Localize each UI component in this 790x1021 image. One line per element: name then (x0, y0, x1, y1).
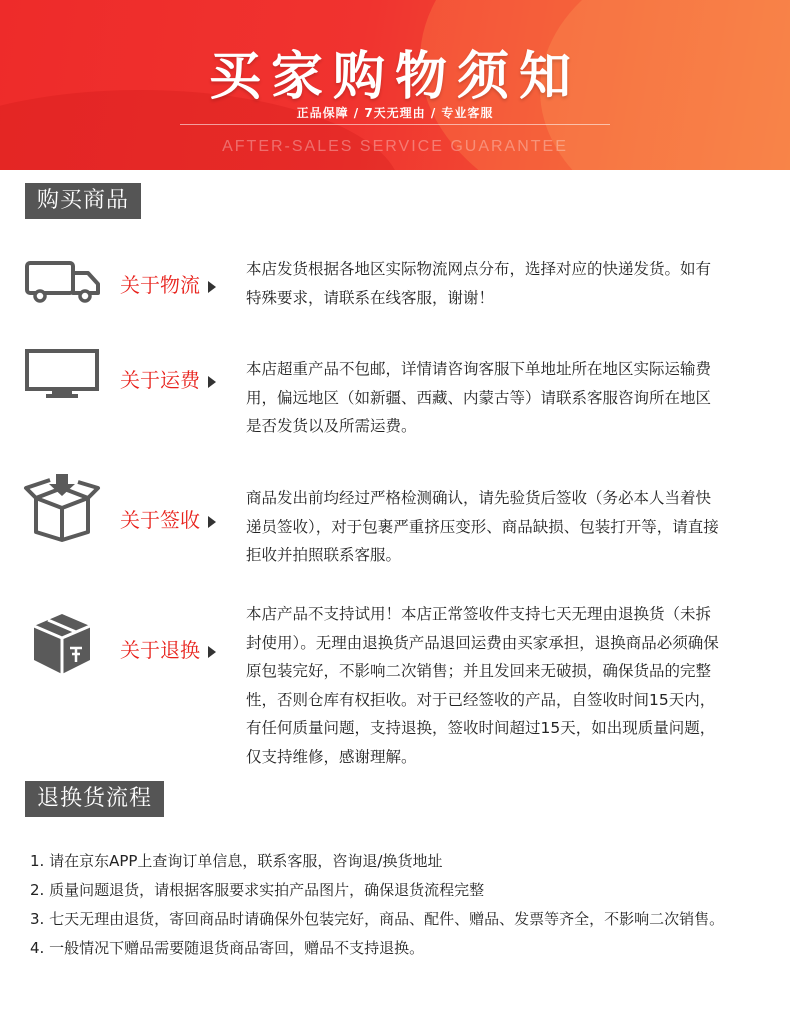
truck-icon (22, 257, 102, 327)
section-heading-purchase: 购买商品 (25, 183, 141, 219)
banner-english-text: AFTER-SALES SERVICE GUARANTEE (222, 138, 568, 155)
open-box-icon (22, 474, 102, 544)
triangle-arrow-icon (208, 376, 216, 388)
list-item: 1. 请在京东APP上查询订单信息，联系客服，咨询退/换货地址 (30, 852, 443, 870)
info-row-logistics (0, 255, 790, 325)
banner-divider (180, 124, 610, 125)
list-item: 2. 质量问题退货，请根据客服要求实拍产品图片，确保退货流程完整 (30, 881, 485, 899)
header-banner (0, 0, 790, 170)
info-row-shipping-fee (0, 355, 790, 445)
list-item: 3. 七天无理由退货，寄回商品时请确保外包装完好，商品、配件、赠品、发票等齐全，不影响二次销售。 (30, 910, 725, 928)
info-row-signing (0, 482, 790, 572)
triangle-arrow-icon (208, 516, 216, 528)
row-text-shipping-fee: 本店超重产品不包邮，详情请咨询客服下单地址所在地区实际运输费用，偏远地区（如新疆、西藏、内蒙古等）请联系客服咨询所在地区是否发货以及所需运费。 (246, 360, 712, 435)
package-icon (22, 608, 102, 678)
monitor-icon (22, 347, 102, 417)
triangle-arrow-icon (208, 646, 216, 658)
row-label-returns: 关于退换 (120, 634, 216, 663)
page-title: 买家购物须知 (208, 47, 581, 107)
triangle-arrow-icon (208, 281, 216, 293)
row-text-signing: 商品发出前均经过严格检测确认，请先验货后签收（务必本人当着快递员签收），对于包裹严重挤压变形、商品缺损、包装打开等，请直接拒收并拍照联系客服。 (246, 489, 719, 564)
banner-subtitle: 正品保障 / 7天无理由 / 专业客服 (296, 106, 494, 120)
section-heading-return-process: 退换货流程 (25, 781, 164, 817)
info-row-returns (0, 600, 790, 775)
return-steps-list (30, 847, 770, 963)
list-item: 4. 一般情况下赠品需要随退货商品寄回，赠品不支持退换。 (30, 939, 425, 957)
row-text-logistics: 本店发货根据各地区实际物流网点分布，选择对应的快递发货。如有特殊要求，请联系在线客服，谢谢！ (246, 260, 712, 307)
row-label-logistics: 关于物流 (120, 269, 216, 298)
row-text-returns: 本店产品不支持试用！本店正常签收件支持七天无理由退换货（未拆封使用）。无理由退换货产品退回运费由买家承担，退换商品必须确保原包装完好，不影响二次销售；并且发回来无破损，确保货品的完整性，否则仓库有权拒收。对于已经签收的产品，自签收时间15天内，有任何质量问题，支持退换，签收时间超过15天，如出现质量问题，仅支持维修，感谢理解。 (246, 605, 719, 766)
row-label-signing: 关于签收 (120, 504, 216, 533)
row-label-shipping-fee: 关于运费 (120, 364, 216, 393)
